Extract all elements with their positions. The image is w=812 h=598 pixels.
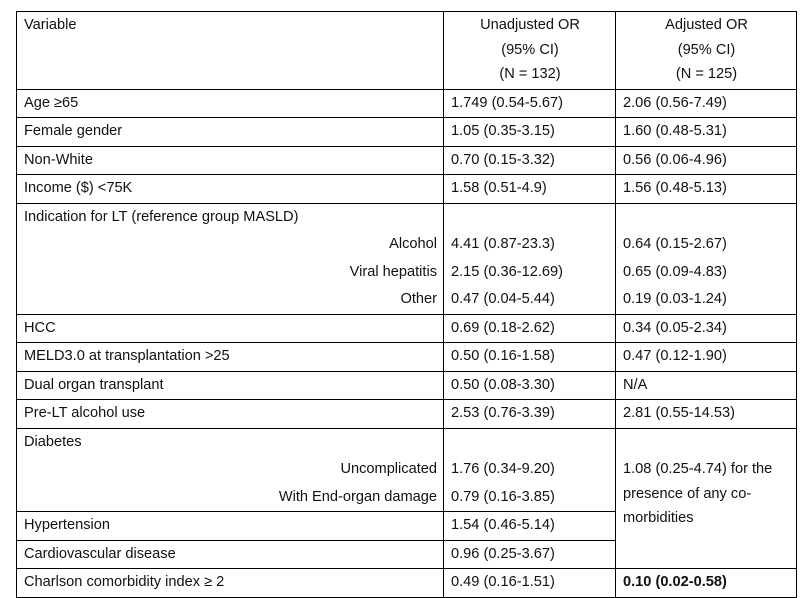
comorbidity-adjusted-value: 1.08 (0.25-4.74) for the presence of any co-morbidities (616, 456, 797, 569)
unadjusted-value: 2.15 (0.36-12.69) (444, 259, 616, 287)
unadjusted-value: 0.47 (0.04-5.44) (444, 286, 616, 314)
unadjusted-value: 1.05 (0.35-3.15) (444, 118, 616, 147)
unadjusted-value: 0.50 (0.08-3.30) (444, 371, 616, 400)
unadjusted-value: 1.58 (0.51-4.9) (444, 175, 616, 204)
table-row (17, 428, 797, 456)
table-row (17, 569, 797, 598)
unadjusted-value: 1.749 (0.54-5.67) (444, 89, 616, 118)
row-label: Hypertension (17, 512, 444, 541)
table-row (17, 286, 797, 314)
group-label: Diabetes (17, 428, 444, 456)
adjusted-value: 0.65 (0.09-4.83) (616, 259, 797, 287)
unadjusted-value (444, 428, 616, 456)
adjusted-value: N/A (616, 371, 797, 400)
adjusted-value (616, 428, 797, 456)
adjusted-value: 0.19 (0.03-1.24) (616, 286, 797, 314)
row-label: Female gender (17, 118, 444, 147)
table-row (17, 118, 797, 147)
row-label: MELD3.0 at transplantation >25 (17, 343, 444, 372)
unadjusted-value: 0.49 (0.16-1.51) (444, 569, 616, 598)
subgroup-label: Viral hepatitis (17, 259, 444, 287)
adjusted-value: 0.34 (0.05-2.34) (616, 314, 797, 343)
row-label: Age ≥65 (17, 89, 444, 118)
subgroup-label: With End-organ damage (17, 484, 444, 512)
unadjusted-value: 0.70 (0.15-3.32) (444, 146, 616, 175)
adjusted-value: 0.47 (0.12-1.90) (616, 343, 797, 372)
header-unadjusted-title: Unadjusted OR (480, 17, 580, 33)
row-label: Non-White (17, 146, 444, 175)
table-row (17, 89, 797, 118)
row-label: HCC (17, 314, 444, 343)
row-label: Pre-LT alcohol use (17, 400, 444, 429)
adjusted-value (616, 203, 797, 231)
table-row (17, 231, 797, 259)
header-row (17, 12, 797, 90)
unadjusted-value: 0.96 (0.25-3.67) (444, 540, 616, 569)
header-adjusted-title: Adjusted OR (665, 17, 748, 33)
table-row (17, 314, 797, 343)
table-row (17, 456, 797, 484)
row-label: Charlson comorbidity index ≥ 2 (17, 569, 444, 598)
adjusted-value: 0.56 (0.06-4.96) (616, 146, 797, 175)
table-row (17, 343, 797, 372)
header-unadjusted-n: (N = 132) (499, 66, 561, 82)
table-row (17, 146, 797, 175)
unadjusted-value: 1.54 (0.46-5.14) (444, 512, 616, 541)
adjusted-value: 0.64 (0.15-2.67) (616, 231, 797, 259)
adjusted-value: 0.10 (0.02-0.58) (616, 569, 797, 598)
unadjusted-value: 0.50 (0.16-1.58) (444, 343, 616, 372)
adjusted-value: 2.81 (0.55-14.53) (616, 400, 797, 429)
header-adjusted-n: (N = 125) (675, 66, 738, 82)
unadjusted-value: 2.53 (0.76-3.39) (444, 400, 616, 429)
adjusted-value: 1.60 (0.48-5.31) (616, 118, 797, 147)
header-adjusted (616, 12, 797, 90)
unadjusted-value: 0.79 (0.16-3.85) (444, 484, 616, 512)
header-variable: Variable (17, 12, 444, 90)
unadjusted-value: 1.76 (0.34-9.20) (444, 456, 616, 484)
row-label: Dual organ transplant (17, 371, 444, 400)
header-adjusted-ci: (95% CI) (677, 41, 736, 58)
group-label: Indication for LT (reference group MASLD) (17, 203, 444, 231)
unadjusted-value: 4.41 (0.87-23.3) (444, 231, 616, 259)
row-label: Income ($) <75K (17, 175, 444, 204)
subgroup-label: Uncomplicated (17, 456, 444, 484)
subgroup-label: Other (17, 286, 444, 314)
table-row (17, 203, 797, 231)
unadjusted-value: 0.69 (0.18-2.62) (444, 314, 616, 343)
header-unadjusted (444, 12, 616, 90)
table-row (17, 400, 797, 429)
header-unadjusted-ci: (95% CI) (501, 41, 559, 58)
table-row (17, 259, 797, 287)
adjusted-value: 2.06 (0.56-7.49) (616, 89, 797, 118)
adjusted-value: 1.56 (0.48-5.13) (616, 175, 797, 204)
table-row (17, 371, 797, 400)
subgroup-label: Alcohol (17, 231, 444, 259)
odds-ratio-table (16, 11, 797, 598)
unadjusted-value (444, 203, 616, 231)
row-label: Cardiovascular disease (17, 540, 444, 569)
table-row (17, 175, 797, 204)
